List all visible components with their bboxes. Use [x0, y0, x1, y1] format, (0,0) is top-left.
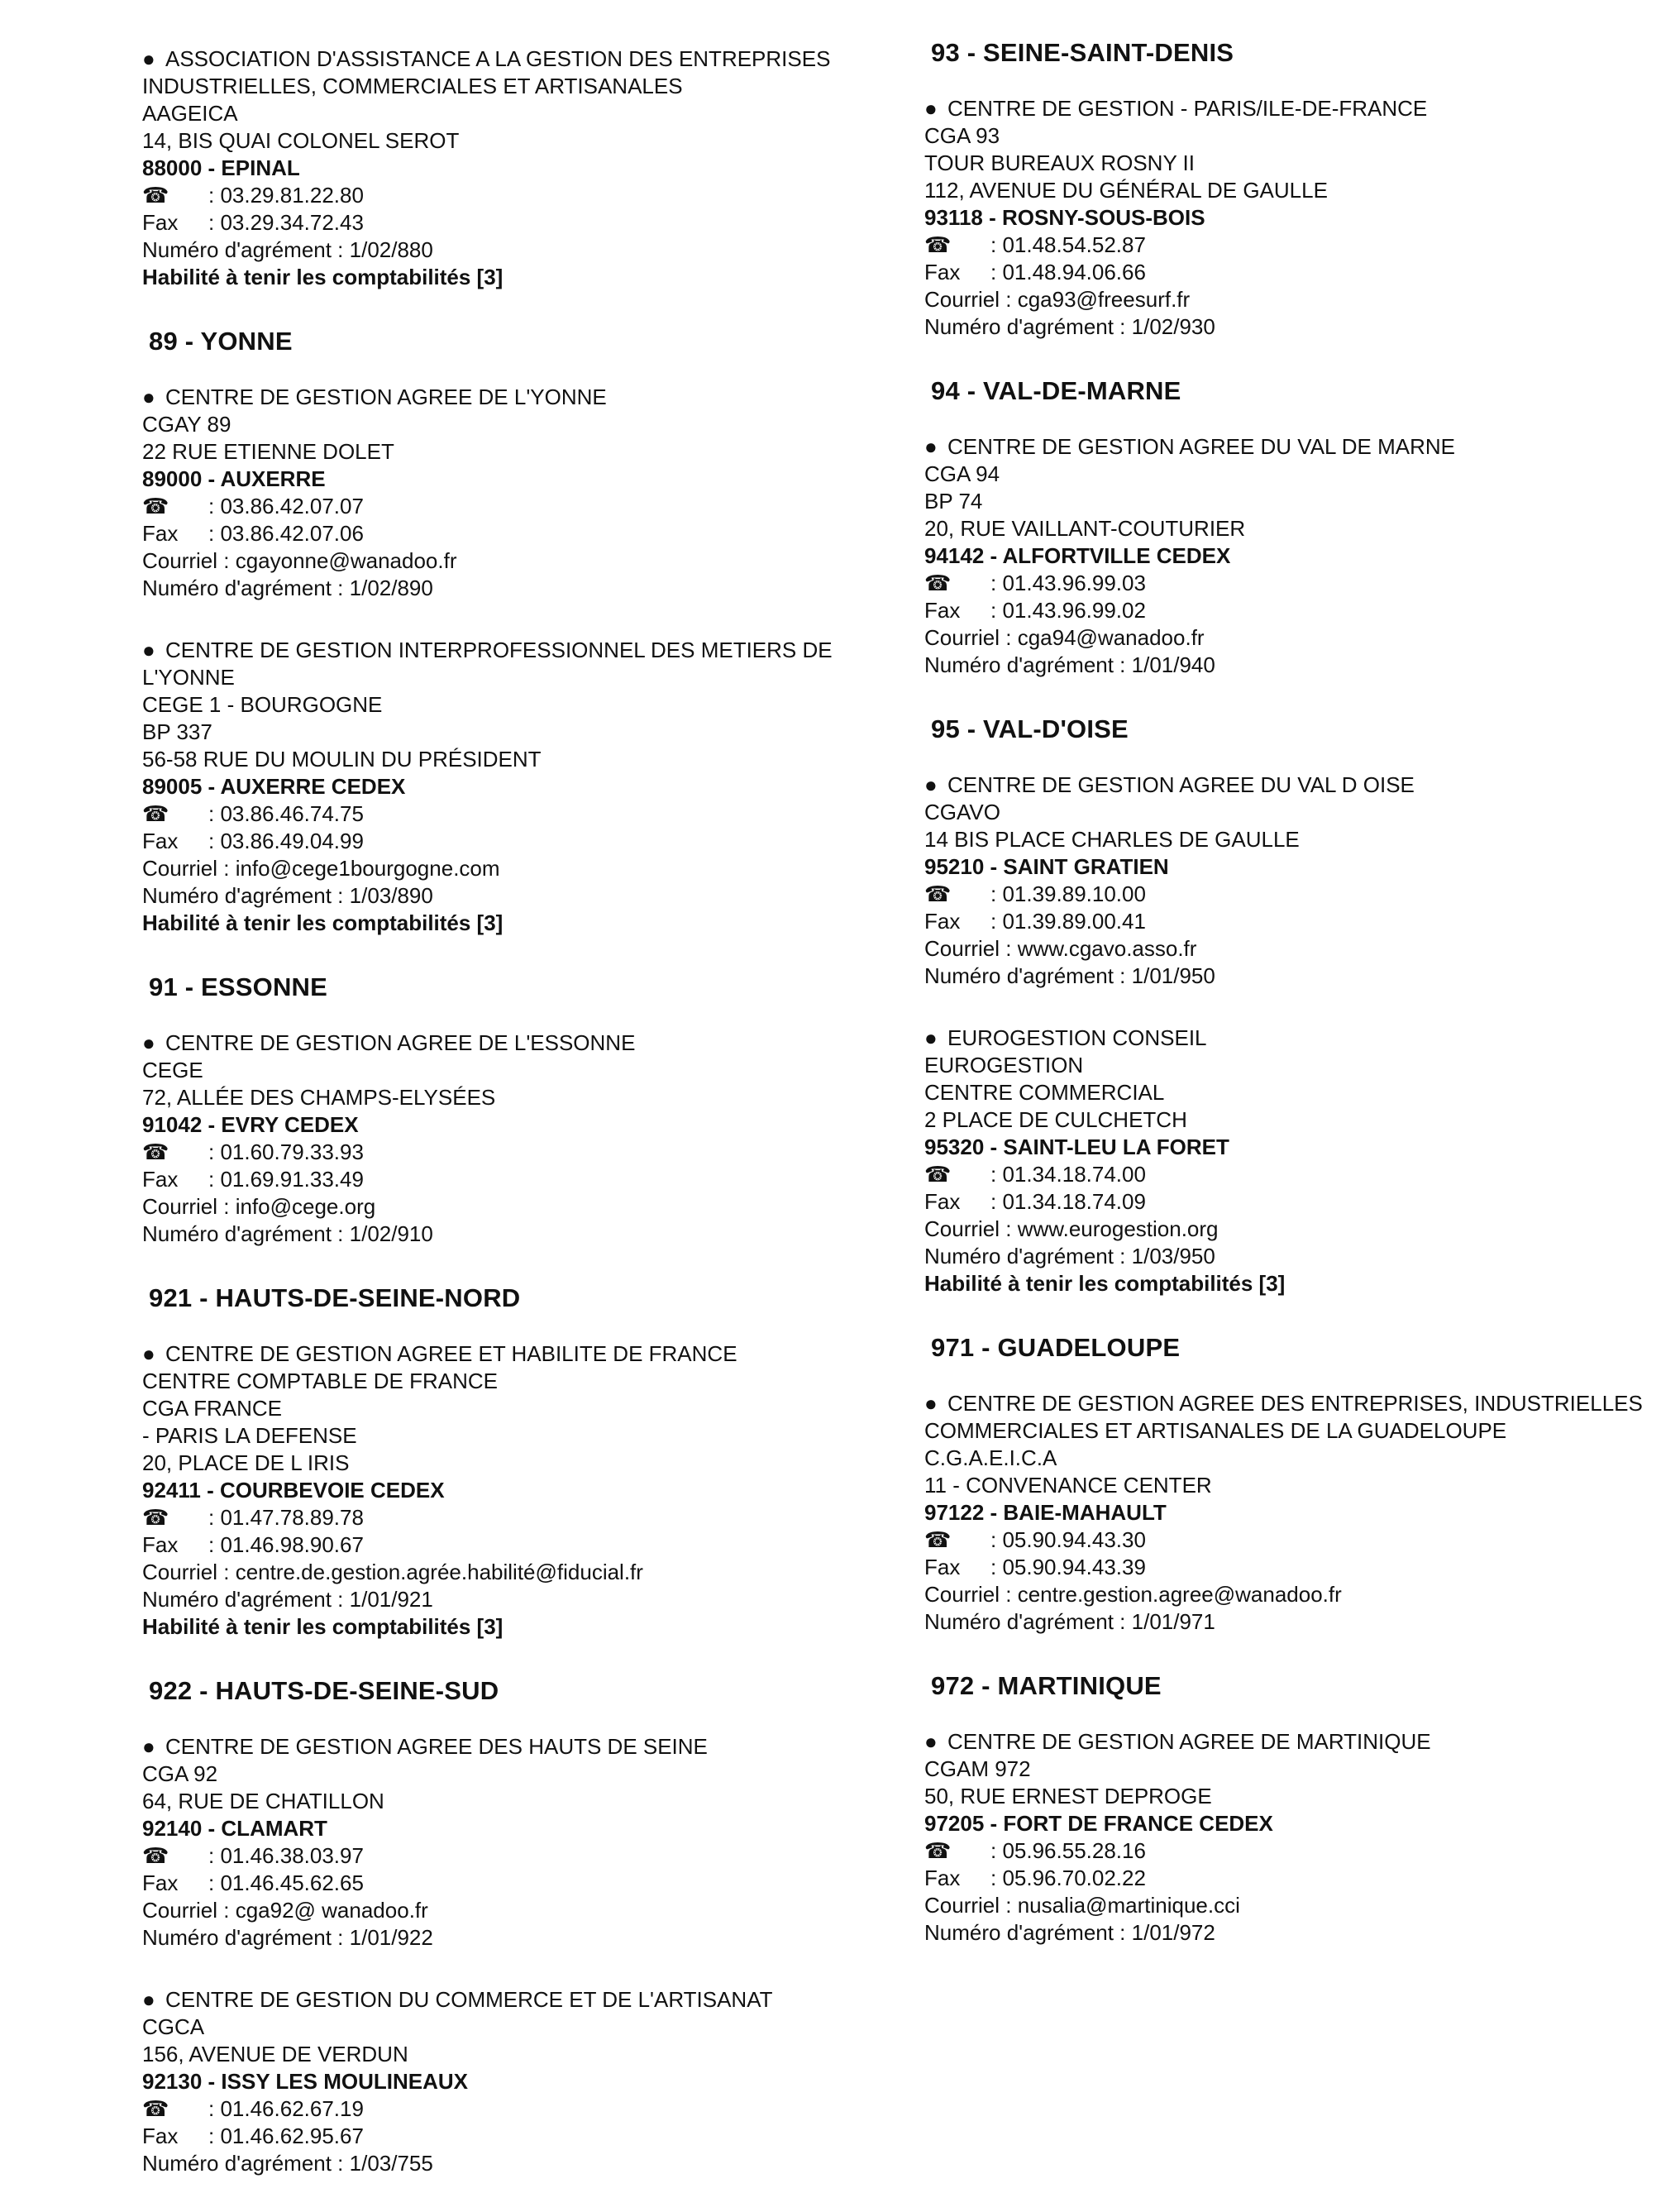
address-line: 20, RUE VAILLANT-COUTURIER: [924, 516, 1246, 541]
phone-line: [924, 232, 1668, 259]
directory-entry: [924, 1728, 1668, 1947]
address-line: CGA 92: [142, 1761, 218, 1786]
address-line: CGAY 89: [142, 412, 231, 437]
entry-name: [924, 433, 1652, 461]
fax-number: : 01.39.89.00.41: [990, 909, 1146, 934]
directory-entry: [142, 1733, 886, 1952]
phone-line: [924, 1161, 1668, 1188]
fax-line: [142, 209, 886, 236]
agrement-number: Numéro d'agrément : 1/01/971: [924, 1609, 1215, 1634]
directory-entry: [142, 384, 886, 602]
phone-number: : 01.60.79.33.93: [208, 1139, 364, 1164]
fax-number: : 01.46.62.95.67: [208, 2124, 364, 2148]
entry-name-text: CENTRE DE GESTION AGREE DE MARTINIQUE: [947, 1729, 1431, 1754]
address-line: 14, BIS QUAI COLONEL SEROT: [142, 128, 460, 153]
fax-line: [924, 1554, 1668, 1581]
postal-city: 95320 - SAINT-LEU LA FORET: [924, 1135, 1229, 1159]
phone-line: [142, 1842, 886, 1870]
fax-line: [142, 1870, 886, 1897]
phone-line: [924, 1526, 1668, 1554]
phone-line: [924, 570, 1668, 597]
fax-number: : 01.46.45.62.65: [208, 1870, 364, 1895]
address-line: 72, ALLÉE DES CHAMPS-ELYSÉES: [142, 1085, 496, 1110]
fax-number: : 05.96.70.02.22: [990, 1866, 1146, 1890]
agrement-number: Numéro d'agrément : 1/01/972: [924, 1920, 1215, 1945]
phone-icon: ☎: [142, 1505, 169, 1530]
phone-icon: ☎: [924, 232, 952, 257]
fax-line: [924, 908, 1668, 935]
phone-icon: ☎: [142, 183, 169, 208]
fax-number: : 01.48.94.06.66: [990, 260, 1146, 284]
phone-number: : 01.43.96.99.03: [990, 571, 1146, 595]
fax-label: Fax: [142, 521, 179, 546]
entry-name: [142, 45, 870, 100]
postal-city: 89005 - AUXERRE CEDEX: [142, 774, 406, 799]
entry-name-text: ASSOCIATION D'ASSISTANCE A LA GESTION DES ENTREPRISES INDUSTRIELLES, COMMERCIALES ET ARTISANALES: [142, 46, 831, 98]
email-line: Courriel : info@cege.org: [142, 1194, 376, 1219]
entry-name: [924, 1390, 1652, 1445]
fax-line: [924, 597, 1668, 624]
entry-name: [142, 384, 870, 411]
agrement-number: Numéro d'agrément : 1/01/940: [924, 652, 1215, 677]
directory-entry: [924, 1390, 1668, 1636]
address-line: 14 BIS PLACE CHARLES DE GAULLE: [924, 827, 1300, 852]
phone-icon: ☎: [924, 1838, 952, 1863]
phone-line: [142, 2095, 886, 2123]
entry-name: [924, 1025, 1652, 1052]
department-heading: 94 - VAL-DE-MARNE: [931, 376, 1181, 405]
agrement-number: Numéro d'agrément : 1/03/755: [142, 2151, 433, 2176]
fax-number: : 03.29.34.72.43: [208, 210, 364, 235]
agrement-number: Numéro d'agrément : 1/02/930: [924, 314, 1215, 339]
address-line: CGA 93: [924, 123, 1000, 148]
department-heading: 921 - HAUTS-DE-SEINE-NORD: [149, 1283, 521, 1312]
left-column: [142, 45, 886, 2212]
habilite-note: Habilité à tenir les comptabilités [3]: [142, 910, 504, 935]
postal-city: 89000 - AUXERRE: [142, 466, 326, 491]
bullet-icon: ●: [924, 1729, 938, 1754]
address-line: 156, AVENUE DE VERDUN: [142, 2042, 408, 2066]
right-column: [924, 37, 1668, 1981]
postal-city: 94142 - ALFORTVILLE CEDEX: [924, 543, 1231, 568]
entry-name-text: CENTRE DE GESTION AGREE DE L'YONNE: [165, 385, 607, 409]
directory-entry: [924, 772, 1668, 990]
entry-name: [142, 1733, 870, 1761]
phone-number: : 01.46.62.67.19: [208, 2096, 364, 2121]
department-heading: 95 - VAL-D'OISE: [931, 714, 1129, 743]
entry-name: [142, 1986, 870, 2014]
agrement-number: Numéro d'agrément : 1/02/880: [142, 237, 433, 262]
entry-name-text: CENTRE DE GESTION AGREE ET HABILITE DE FRANCE: [165, 1341, 737, 1366]
address-line: - PARIS LA DEFENSE: [142, 1423, 357, 1448]
department-heading: 972 - MARTINIQUE: [931, 1671, 1162, 1700]
phone-line: [142, 182, 886, 209]
phone-number: : 05.90.94.43.30: [990, 1527, 1146, 1552]
fax-number: : 01.46.98.90.67: [208, 1532, 364, 1557]
fax-label: Fax: [924, 260, 961, 284]
address-line: TOUR BUREAUX ROSNY II: [924, 150, 1195, 175]
email-line: Courriel : centre.gestion.agree@wanadoo.fr: [924, 1582, 1342, 1607]
address-line: 11 - CONVENANCE CENTER: [924, 1473, 1212, 1498]
email-line: Courriel : info@cege1bourgogne.com: [142, 856, 500, 881]
bullet-icon: ●: [924, 1025, 938, 1050]
agrement-number: Numéro d'agrément : 1/03/950: [924, 1244, 1215, 1268]
directory-entry: [924, 433, 1668, 679]
address-line: 22 RUE ETIENNE DOLET: [142, 439, 394, 464]
address-line: EUROGESTION: [924, 1053, 1084, 1077]
entry-name-text: CENTRE DE GESTION - PARIS/ILE-DE-FRANCE: [947, 96, 1428, 121]
fax-label: Fax: [924, 598, 961, 623]
address-line: CENTRE COMMERCIAL: [924, 1080, 1165, 1105]
email-line: Courriel : cga94@wanadoo.fr: [924, 625, 1205, 650]
department-heading: 93 - SEINE-SAINT-DENIS: [931, 38, 1234, 67]
postal-city: 92411 - COURBEVOIE CEDEX: [142, 1478, 445, 1503]
phone-number: : 03.29.81.22.80: [208, 183, 364, 208]
phone-icon: ☎: [924, 881, 952, 906]
directory-entry: [924, 95, 1668, 341]
postal-city: 97205 - FORT DE FRANCE CEDEX: [924, 1811, 1273, 1836]
postal-city: 95210 - SAINT GRATIEN: [924, 854, 1169, 879]
address-line: 20, PLACE DE L IRIS: [142, 1450, 350, 1475]
directory-entry: [142, 45, 886, 291]
fax-line: [142, 520, 886, 547]
entry-name-text: CENTRE DE GESTION AGREE DES ENTREPRISES, INDUSTRIELLES COMMERCIALES ET ARTISANALES DE LA GUADELOUPE: [924, 1391, 1643, 1443]
phone-icon: ☎: [142, 801, 169, 826]
fax-line: [142, 2123, 886, 2150]
phone-number: : 03.86.42.07.07: [208, 494, 364, 518]
entry-name-text: CENTRE DE GESTION AGREE DU VAL DE MARNE: [947, 434, 1455, 459]
habilite-note: Habilité à tenir les comptabilités [3]: [142, 265, 504, 289]
fax-line: [924, 259, 1668, 286]
address-line: CEGE 1 - BOURGOGNE: [142, 692, 383, 717]
postal-city: 92140 - CLAMART: [142, 1816, 327, 1841]
fax-number: : 01.69.91.33.49: [208, 1167, 364, 1192]
phone-icon: ☎: [142, 1139, 169, 1164]
department-heading: 91 - ESSONNE: [149, 972, 328, 1001]
phone-icon: ☎: [142, 494, 169, 518]
fax-number: : 01.34.18.74.09: [990, 1189, 1146, 1214]
bullet-icon: ●: [142, 1030, 155, 1055]
directory-entry: [142, 1030, 886, 1248]
bullet-icon: ●: [924, 96, 938, 121]
phone-line: [142, 1504, 886, 1531]
fax-label: Fax: [924, 1866, 961, 1890]
directory-entry: [142, 637, 886, 937]
bullet-icon: ●: [924, 1391, 938, 1416]
fax-label: Fax: [924, 1189, 961, 1214]
bullet-icon: ●: [142, 46, 155, 71]
phone-line: [924, 1837, 1668, 1865]
fax-label: Fax: [142, 1870, 179, 1895]
bullet-icon: ●: [142, 385, 155, 409]
email-line: Courriel : cga93@freesurf.fr: [924, 287, 1191, 312]
entry-name-text: CENTRE DE GESTION INTERPROFESSIONNEL DES METIERS DE L'YONNE: [142, 638, 833, 690]
address-line: BP 74: [924, 489, 983, 514]
address-line: C.G.A.E.I.C.A: [924, 1445, 1057, 1470]
phone-line: [924, 881, 1668, 908]
phone-number: : 05.96.55.28.16: [990, 1838, 1146, 1863]
bullet-icon: ●: [142, 1734, 155, 1759]
phone-icon: ☎: [142, 2096, 169, 2121]
postal-city: 88000 - EPINAL: [142, 155, 300, 180]
fax-label: Fax: [142, 210, 179, 235]
fax-label: Fax: [142, 1167, 179, 1192]
email-line: Courriel : nusalia@martinique.cci: [924, 1893, 1240, 1918]
fax-label: Fax: [924, 909, 961, 934]
email-line: Courriel : cgayonne@wanadoo.fr: [142, 548, 457, 573]
address-line: CEGE: [142, 1058, 203, 1082]
address-line: CGAM 972: [924, 1756, 1031, 1781]
phone-number: : 03.86.46.74.75: [208, 801, 364, 826]
postal-city: 97122 - BAIE-MAHAULT: [924, 1500, 1167, 1525]
agrement-number: Numéro d'agrément : 1/02/910: [142, 1221, 433, 1246]
fax-number: : 01.43.96.99.02: [990, 598, 1146, 623]
entry-name: [142, 1340, 870, 1368]
phone-number: : 01.34.18.74.00: [990, 1162, 1146, 1187]
phone-icon: ☎: [924, 1162, 952, 1187]
postal-city: 92130 - ISSY LES MOULINEAUX: [142, 2069, 468, 2094]
email-line: Courriel : centre.de.gestion.agrée.habilité@fiducial.fr: [142, 1560, 643, 1584]
email-line: Courriel : cga92@ wanadoo.fr: [142, 1898, 428, 1923]
entry-name: [924, 772, 1652, 799]
address-line: 112, AVENUE DU GÉNÉRAL DE GAULLE: [924, 178, 1328, 203]
fax-line: [142, 1166, 886, 1193]
directory-entry: [142, 1986, 886, 2177]
fax-line: [924, 1865, 1668, 1892]
bullet-icon: ●: [142, 1987, 155, 2012]
fax-line: [924, 1188, 1668, 1216]
fax-number: : 05.90.94.43.39: [990, 1555, 1146, 1579]
phone-number: : 01.48.54.52.87: [990, 232, 1146, 257]
address-line: 50, RUE ERNEST DEPROGE: [924, 1784, 1212, 1808]
entry-name-text: CENTRE DE GESTION DU COMMERCE ET DE L'ARTISANAT: [165, 1987, 773, 2012]
habilite-note: Habilité à tenir les comptabilités [3]: [924, 1271, 1286, 1296]
address-line: 64, RUE DE CHATILLON: [142, 1789, 384, 1813]
agrement-number: Numéro d'agrément : 1/03/890: [142, 883, 433, 908]
address-line: 2 PLACE DE CULCHETCH: [924, 1107, 1187, 1132]
address-line: CGA 94: [924, 461, 1000, 486]
fax-label: Fax: [924, 1555, 961, 1579]
address-line: CGA FRANCE: [142, 1396, 283, 1421]
fax-label: Fax: [142, 829, 179, 853]
fax-line: [142, 1531, 886, 1559]
agrement-number: Numéro d'agrément : 1/02/890: [142, 576, 433, 600]
email-line: Courriel : www.eurogestion.org: [924, 1216, 1219, 1241]
fax-number: : 03.86.49.04.99: [208, 829, 364, 853]
phone-icon: ☎: [142, 1843, 169, 1868]
bullet-icon: ●: [142, 1341, 155, 1366]
address-line: CGCA: [142, 2014, 205, 2039]
postal-city: 93118 - ROSNY-SOUS-BOIS: [924, 205, 1205, 230]
department-heading: 89 - YONNE: [149, 327, 293, 356]
bullet-icon: ●: [924, 772, 938, 797]
address-line: BP 337: [142, 719, 212, 744]
entry-name: [924, 95, 1652, 122]
address-line: AAGEICA: [142, 101, 238, 126]
postal-city: 91042 - EVRY CEDEX: [142, 1112, 359, 1137]
entry-name: [142, 637, 870, 691]
fax-number: : 03.86.42.07.06: [208, 521, 364, 546]
phone-line: [142, 493, 886, 520]
phone-icon: ☎: [924, 1527, 952, 1552]
entry-name: [142, 1030, 870, 1057]
agrement-number: Numéro d'agrément : 1/01/922: [142, 1925, 433, 1950]
address-line: CENTRE COMPTABLE DE FRANCE: [142, 1369, 499, 1393]
address-line: 56-58 RUE DU MOULIN DU PRÉSIDENT: [142, 747, 542, 772]
department-heading: 971 - GUADELOUPE: [931, 1333, 1181, 1362]
phone-line: [142, 1139, 886, 1166]
directory-entry: [142, 1340, 886, 1641]
phone-icon: ☎: [924, 571, 952, 595]
entry-name-text: CENTRE DE GESTION AGREE DU VAL D OISE: [947, 772, 1415, 797]
agrement-number: Numéro d'agrément : 1/01/921: [142, 1587, 433, 1612]
habilite-note: Habilité à tenir les comptabilités [3]: [142, 1614, 504, 1639]
fax-label: Fax: [142, 1532, 179, 1557]
fax-label: Fax: [142, 2124, 179, 2148]
directory-entry: [924, 1025, 1668, 1297]
bullet-icon: ●: [924, 434, 938, 459]
phone-number: : 01.47.78.89.78: [208, 1505, 364, 1530]
entry-name-text: EUROGESTION CONSEIL: [947, 1025, 1207, 1050]
phone-number: : 01.39.89.10.00: [990, 881, 1146, 906]
bullet-icon: ●: [142, 638, 155, 662]
agrement-number: Numéro d'agrément : 1/01/950: [924, 963, 1215, 988]
entry-name-text: CENTRE DE GESTION AGREE DES HAUTS DE SEINE: [165, 1734, 708, 1759]
department-heading: 922 - HAUTS-DE-SEINE-SUD: [149, 1676, 499, 1705]
fax-line: [142, 828, 886, 855]
phone-number: : 01.46.38.03.97: [208, 1843, 364, 1868]
phone-line: [142, 800, 886, 828]
address-line: CGAVO: [924, 800, 1000, 824]
entry-name: [924, 1728, 1652, 1756]
email-line: Courriel : www.cgavo.asso.fr: [924, 936, 1197, 961]
entry-name-text: CENTRE DE GESTION AGREE DE L'ESSONNE: [165, 1030, 636, 1055]
